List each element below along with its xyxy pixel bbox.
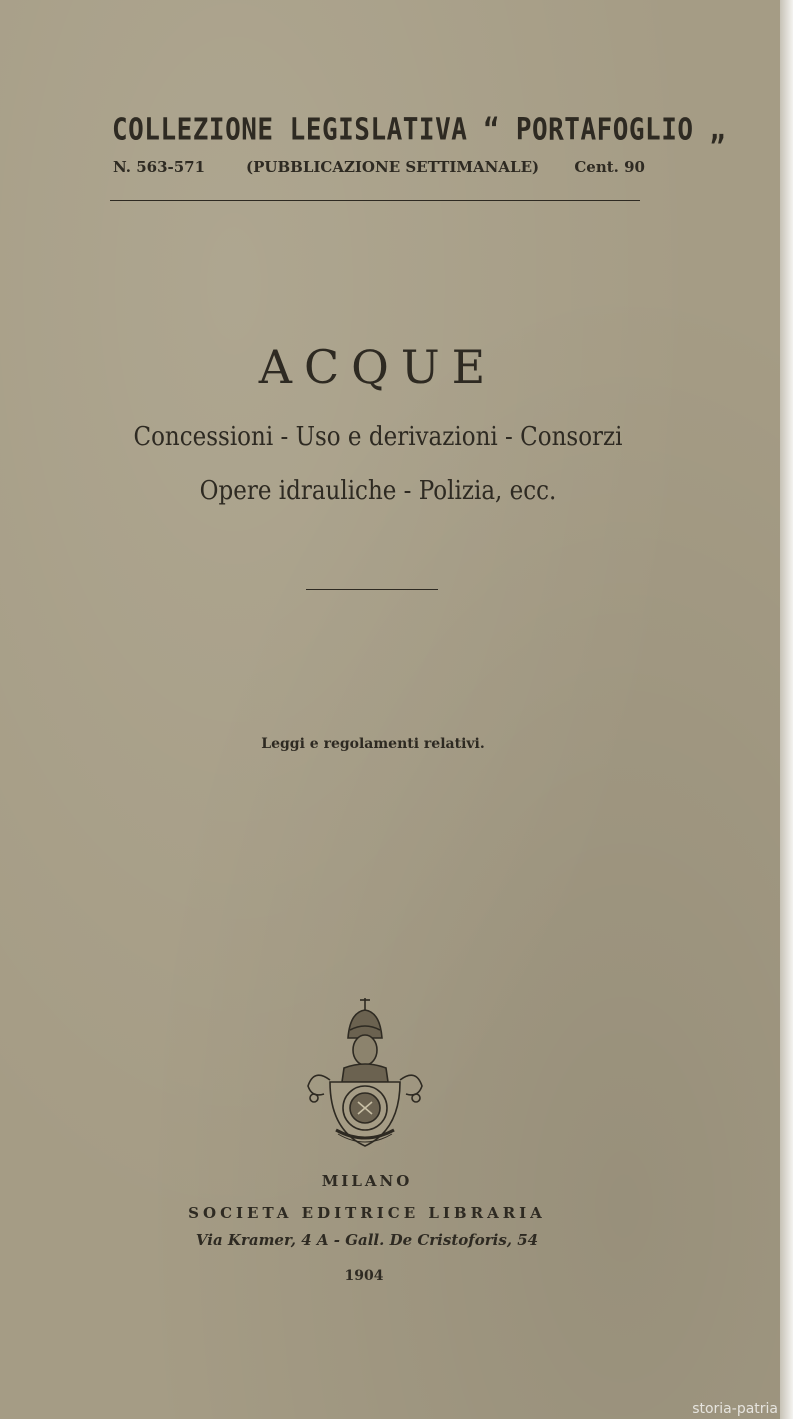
- imprint-address: Via Kramer, 4 A - Gall. De Cristoforis, 54: [195, 1231, 539, 1249]
- issue-number: N. 563-571: [113, 158, 206, 176]
- watermark: storia-patria: [692, 1401, 778, 1417]
- page-edge: [780, 0, 793, 1419]
- imprint-publisher: SOCIETA EDITRICE LIBRARIA: [188, 1204, 546, 1222]
- contents-note: Leggi e regolamenti relativi.: [261, 736, 485, 752]
- title-divider: [306, 589, 438, 590]
- price: Cent. 90: [574, 158, 645, 176]
- publisher-emblem: [300, 990, 430, 1160]
- imprint-city: MILANO: [321, 1172, 413, 1190]
- publication-frequency: (PUBBLICAZIONE SETTIMANALE): [246, 158, 540, 176]
- series-meta: [113, 158, 645, 180]
- main-title: ACQUE: [258, 340, 498, 394]
- subtitle-line-1: Concessioni - Uso e derivazioni - Consorzi: [133, 422, 623, 452]
- subtitle-line-2: Opere idrauliche - Polizia, ecc.: [199, 476, 557, 506]
- series-title: COLLEZIONE LEGISLATIVA “ PORTAFOGLIO „: [112, 113, 726, 148]
- imprint-year: 1904: [344, 1268, 384, 1284]
- header-divider: [110, 200, 640, 201]
